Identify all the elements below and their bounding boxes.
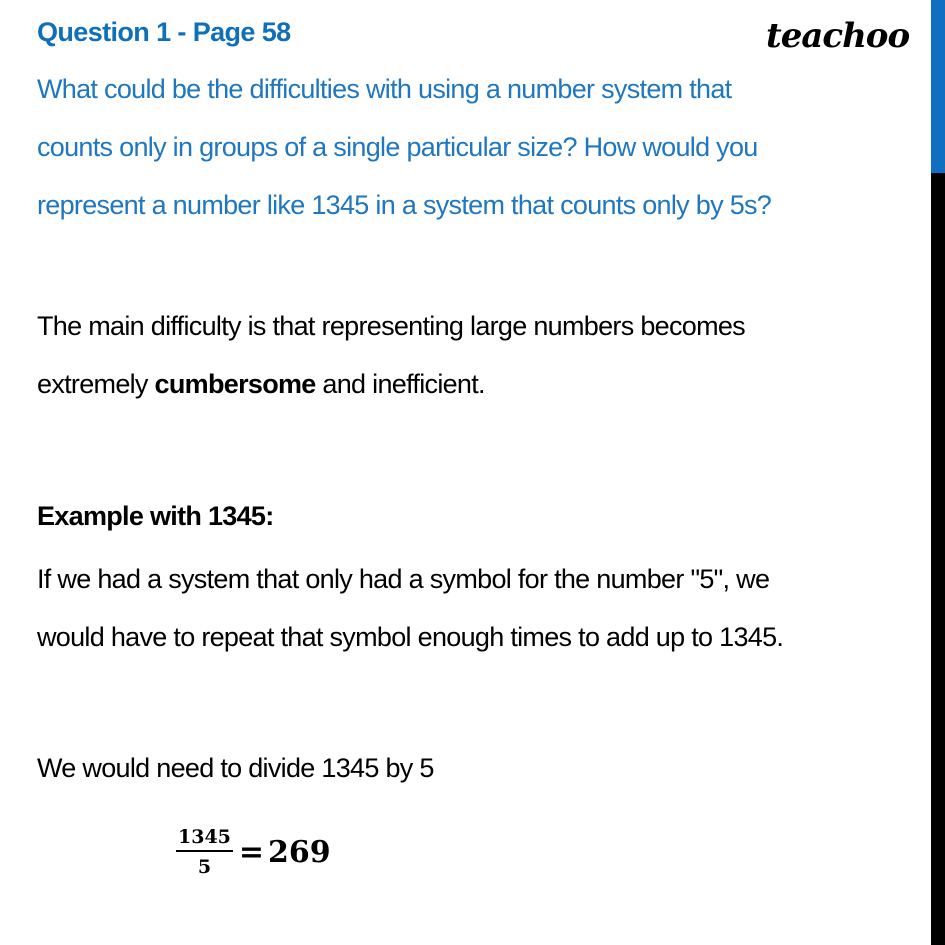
equals-sign: = <box>238 834 265 870</box>
side-bar-accent <box>931 0 945 173</box>
answer-para1-line2 <box>37 369 485 400</box>
example-heading: Example with 1345: <box>37 501 274 531</box>
teachoo-logo: teachoo <box>766 16 910 56</box>
side-bar-dark <box>931 173 945 945</box>
fraction <box>176 826 233 878</box>
answer-para1-suffix: and inefficient. <box>315 369 485 399</box>
page-title: Question 1 - Page 58 <box>37 17 291 47</box>
answer-para3-line1: We would need to divide 1345 by 5 <box>37 753 434 783</box>
answer-bold-term: cumbersome <box>154 369 316 399</box>
result-value: 269 <box>268 834 331 870</box>
question-line-2: counts only in groups of a single particular size? How would you <box>37 132 758 162</box>
division-equation <box>176 826 331 878</box>
question-line-3: represent a number like 1345 in a system that counts only by 5s? <box>37 190 772 220</box>
fraction-denominator: 5 <box>197 856 212 878</box>
answer-para2-line2: would have to repeat that symbol enough times to add up to 1345. <box>37 622 784 652</box>
fraction-numerator: 1345 <box>176 826 233 852</box>
answer-para1-prefix: extremely <box>37 369 155 399</box>
answer-para1-line1: The main difficulty is that representing large numbers becomes <box>37 311 745 341</box>
answer-para2-line1: If we had a system that only had a symbol for the number "5", we <box>37 564 770 594</box>
question-line-1: What could be the difficulties with using a number system that <box>37 74 732 104</box>
